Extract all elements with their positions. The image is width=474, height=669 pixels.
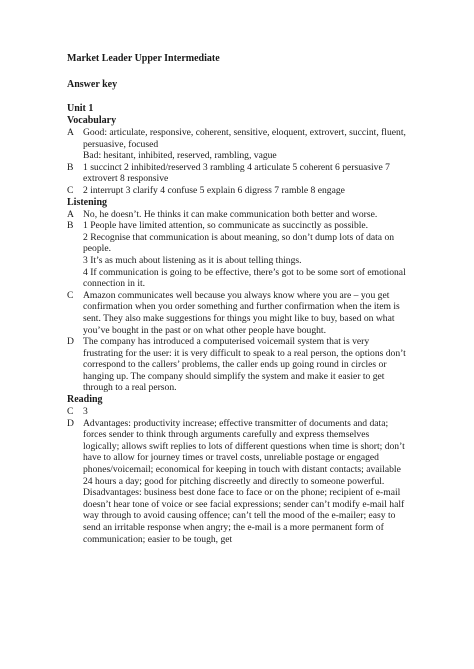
section-heading: Reading bbox=[67, 394, 103, 406]
document-title: Market Leader Upper Intermediate bbox=[67, 53, 220, 64]
answer-paragraph: 2 Recognise that communication is about meaning, so don’t dump lots of data on people. bbox=[83, 231, 395, 255]
answer-letter: C bbox=[67, 184, 74, 196]
answer-paragraph: Amazon communicates well because you always know where you are – you get confirmation when you order something and further confirmation when the item is sent. They also make suggestions for things you might like to buy, based on what you’ve bought in the past or on what other people have bought. bbox=[83, 289, 400, 336]
answer-item bbox=[67, 418, 407, 546]
answer-paragraph: No, he doesn’t. He thinks it can make communication both better and worse. bbox=[83, 208, 378, 220]
answer-letter: D bbox=[67, 336, 74, 348]
answer-body bbox=[83, 162, 407, 185]
answer-paragraph: 3 bbox=[83, 406, 88, 418]
answer-body bbox=[83, 406, 407, 418]
answer-item bbox=[67, 127, 407, 162]
section-heading: Listening bbox=[67, 196, 108, 208]
answer-item bbox=[67, 406, 407, 418]
answer-body bbox=[83, 290, 407, 336]
answer-paragraph: 1 People have limited attention, so communicate as succinctly as possible. bbox=[83, 220, 369, 232]
answer-paragraph: Bad: hesitant, inhibited, reserved, rambling, vague bbox=[83, 150, 277, 162]
answer-body bbox=[83, 185, 407, 197]
section-reading bbox=[67, 394, 407, 545]
answer-body bbox=[83, 336, 407, 394]
answer-item bbox=[67, 290, 407, 336]
answer-item bbox=[67, 336, 407, 394]
answer-paragraph: Good: articulate, responsive, coherent, sensitive, eloquent, extrovert, succint, fluent, persuasive, focused bbox=[83, 127, 406, 150]
answer-paragraph: 1 succinct 2 inhibited/reserved 3 rambling 4 articulate 5 coherent 6 persuasive 7 extrovert 8 responsive bbox=[83, 161, 390, 185]
answer-paragraph: Advantages: productivity increase; effective transmitter of documents and data; forces sender to think through arguments carefully and express themselves logically; allows swift replies to lots of different questions when time is short; don’t have to allow for journey times or travel costs, unreliable postage or engaged phones/voicemail; economical for keeping in touch with distant contacts; available 24 hours a day; good for pitching discreetly and directly to someone powerful. bbox=[83, 417, 405, 487]
answer-body bbox=[83, 209, 407, 221]
answer-letter: A bbox=[67, 127, 74, 138]
answer-paragraph: 3 It’s as much about listening as it is about telling things. bbox=[83, 254, 302, 266]
answer-body bbox=[83, 127, 407, 162]
answer-item bbox=[67, 185, 407, 197]
section-heading: Vocabulary bbox=[67, 115, 117, 126]
answer-item bbox=[67, 209, 407, 221]
answer-letter: C bbox=[67, 289, 74, 301]
answer-letter: B bbox=[67, 220, 74, 232]
document-subtitle: Answer key bbox=[67, 79, 118, 90]
answer-paragraph: Disadvantages: business best done face to face or on the phone; recipient of e-mail doesn’t hear tone of voice or see facial expressions; sender can’t modify e-mail half way through to avoid causing offence; can’t tell the mood of the e-mailer; easy to send an irritable response when angry; the e-mail is a more permanent form of communication; easier to be tough, get bbox=[83, 487, 405, 545]
answer-body bbox=[83, 418, 407, 546]
answer-letter: A bbox=[67, 208, 74, 220]
answer-letter: C bbox=[67, 406, 74, 418]
section-vocabulary bbox=[67, 115, 407, 197]
answer-item bbox=[67, 162, 407, 185]
unit-heading: Unit 1 bbox=[67, 103, 94, 114]
section-listening bbox=[67, 197, 407, 395]
answer-body bbox=[83, 220, 407, 290]
answer-paragraph: 4 If communication is going to be effective, there’s got to be some sort of emotional connection in it. bbox=[83, 266, 406, 290]
answer-letter: B bbox=[67, 161, 74, 173]
answer-letter: D bbox=[67, 417, 74, 429]
answer-key-page bbox=[67, 53, 407, 545]
answer-paragraph: 2 interrupt 3 clarify 4 confuse 5 explain 6 digress 7 ramble 8 engage bbox=[83, 184, 345, 196]
answer-item bbox=[67, 220, 407, 290]
answer-paragraph: The company has introduced a computerised voicemail system that is very frustrating for the user: it is very difficult to speak to a real person, the options don’t correspond to the callers’ problems, the caller ends up going round in circles or hanging up. The company should simplify the system and make it easier to get through to a real person. bbox=[83, 336, 406, 394]
